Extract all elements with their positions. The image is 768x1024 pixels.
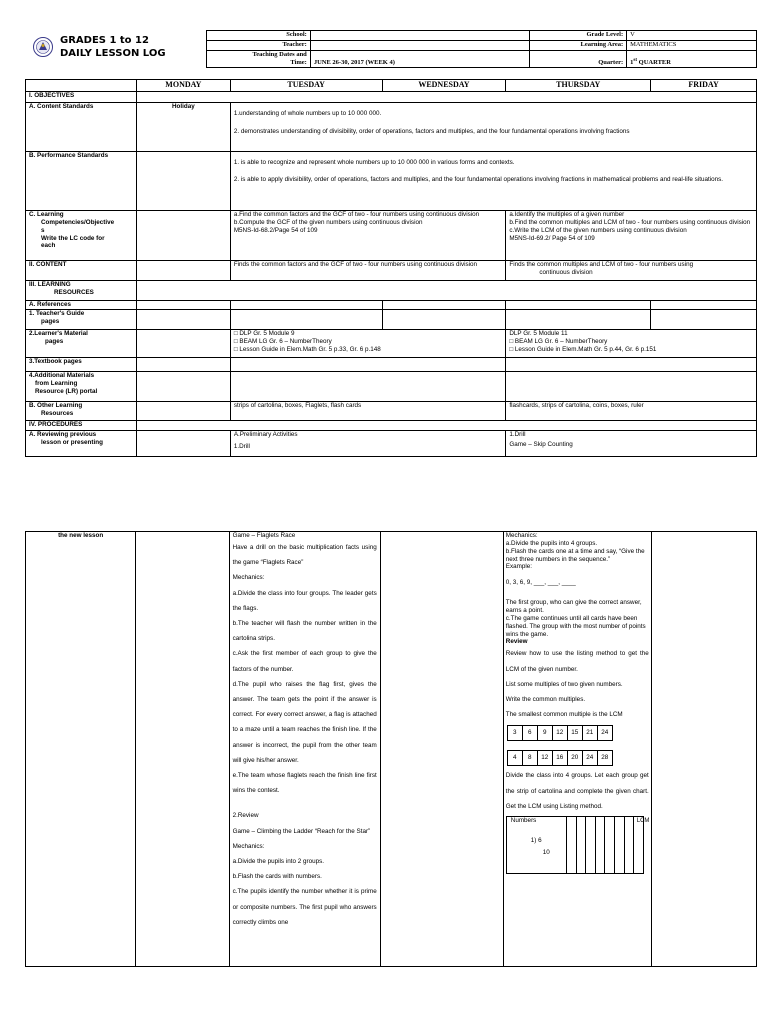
- learning-resources-label: [26, 281, 137, 301]
- objectives-label: I. OBJECTIVES: [26, 92, 137, 103]
- ref-tue: [230, 301, 382, 310]
- cont-wednesday: [380, 532, 503, 967]
- grid-cell: 24: [597, 726, 612, 741]
- title-line-2: DAILY LESSON LOG: [60, 48, 166, 59]
- day-thursday: THURSDAY: [506, 80, 651, 92]
- lcm-chart: [506, 816, 649, 876]
- grid-cell: 16: [552, 751, 567, 766]
- tue-act-0: Game – Flaglets Race: [232, 532, 296, 539]
- learning-area-value: MATHEMATICS: [627, 41, 757, 51]
- thu-lc-c: c.Write the LCM of the given numbers using continuous division: [509, 226, 687, 234]
- cont-friday: [651, 532, 756, 967]
- thu-rev-2b: Write the common multiples.: [505, 695, 586, 703]
- learners-material-label: [26, 330, 137, 358]
- tue-lm-3: □ Lesson Guide in Elem.Math Gr. 5 p.33, Gr. 6 p.148: [233, 345, 381, 353]
- chart-item-1: 1) 6: [530, 836, 542, 844]
- chart-col: [624, 816, 634, 873]
- thu-content-1: Finds the common multiples and LCM of two - four numbers using: [509, 261, 694, 268]
- teacher-label: Teacher:: [207, 41, 311, 51]
- grid-cell: 3: [507, 726, 522, 741]
- thu-act-0: Mechanics:: [505, 532, 538, 539]
- thu-review-block: [506, 646, 649, 722]
- monday-lc-empty: [136, 211, 230, 261]
- tb-mon: [136, 358, 230, 372]
- thu-act-1: a.Divide the pupils into 4 groups.: [505, 539, 598, 547]
- olr-label-2: Resources: [41, 409, 74, 417]
- grid-cell: 21: [582, 726, 597, 741]
- quarter-value: [627, 51, 757, 68]
- quarter-word: QUARTER: [637, 59, 671, 67]
- tue-lm-1: □ DLP Gr. 5 Module 9: [233, 330, 295, 337]
- grid-cell: 20: [567, 751, 582, 766]
- thursday-review: [506, 431, 757, 457]
- tue-lc-code: M5NS-Id-68.2/Page 54 of 109: [233, 226, 318, 234]
- performance-standard-2: 2. is able to apply divisibility, order of operations, factors and multiples, and the four fundamental operations involving fractions in mathematical problems and real-life situations.: [233, 175, 724, 183]
- day-monday: MONDAY: [136, 80, 230, 92]
- am-mon: [136, 372, 230, 402]
- tue-act-1: Have a drill on the basic multiplication facts using the game “Flaglets Race”: [232, 544, 377, 567]
- tb-tue: [230, 358, 506, 372]
- am-thu: [506, 372, 757, 402]
- lesson-log-continuation: [25, 531, 757, 967]
- lm-label-1: 2.Learner's Material: [29, 330, 88, 337]
- thu-lm-2: □ BEAM LG Gr. 6 – NumberTheory: [509, 337, 608, 345]
- procedures-empty: [136, 421, 756, 431]
- dates-label-line2: Time:: [290, 59, 307, 67]
- dates-label-line1: Teaching Dates and: [252, 51, 307, 58]
- tue-act-6: d.The pupil who raises the flag first, gives the answer. The team gets the point if the answer is correct. For every correct answer, a flag is attached to a maze until a team reaches the finish line. If the answer is incorrect, the pupil from the other team will give his/her answer.: [232, 680, 377, 764]
- lesson-log-table: [25, 79, 757, 457]
- chart-col: [595, 816, 605, 873]
- tg-thu: [506, 310, 651, 330]
- tg-label-1: 1. Teacher's Guide: [29, 310, 85, 317]
- thu-act-3: Example:: [505, 563, 533, 571]
- grid-cell: 6: [522, 726, 537, 741]
- header-info-table: [206, 30, 757, 68]
- teachers-guide-label: [26, 310, 137, 330]
- other-learning-resources-label: [26, 402, 137, 421]
- tue-act-8: 2.Review: [232, 812, 259, 820]
- references-label: A. References: [26, 301, 137, 310]
- lc-label-4: Write the LC code for: [41, 234, 105, 242]
- chart-col: [605, 816, 615, 873]
- olr-mon: [136, 402, 230, 421]
- rev-label-2: lesson or presenting: [41, 438, 103, 446]
- monday-content-empty: [136, 261, 230, 281]
- grid-cell: 24: [582, 751, 597, 766]
- tg-fri: [651, 310, 757, 330]
- lcm-chart-table: [506, 816, 644, 874]
- am-label-1: 4.Additional Materials: [29, 372, 95, 379]
- thu-rev-0: Review how to use the listing method to get the LCM of the given number.: [505, 650, 649, 673]
- tue-rev-1: A.Preliminary Activities: [233, 431, 298, 438]
- thu-review-label: Review: [505, 638, 528, 646]
- chart-col: [576, 816, 586, 873]
- monday-holiday: Holiday: [136, 103, 230, 152]
- thu-lc-b: b.Find the common multiples and LCM of two - four numbers using continuous division: [509, 218, 751, 226]
- lr-label-1: III. LEARNING: [29, 281, 71, 288]
- tue-act-12: b.Flash the cards with numbers.: [232, 873, 322, 881]
- am-label-2: from Learning: [35, 379, 78, 387]
- teaching-dates-value: JUNE 26-30, 2017 (WEEK 4): [310, 51, 530, 68]
- thu-rev-2: Game – Skip Counting: [509, 440, 573, 448]
- additional-materials-label: [26, 372, 137, 402]
- school-label: School:: [207, 31, 311, 41]
- procedures-label: IV. PROCEDURES: [26, 421, 137, 431]
- day-wednesday: WEDNESDAY: [382, 80, 506, 92]
- performance-standard-1: 1. is able to recognize and represent whole numbers up to 10 000 000 in various forms and contexts.: [233, 159, 515, 166]
- grid-cell: 9: [537, 726, 552, 741]
- ref-mon: [136, 301, 230, 310]
- tg-mon: [136, 310, 230, 330]
- tue-lc-a: a.Find the common factors and the GCF of two - four numbers using continuous division: [233, 211, 480, 218]
- content-standard-2: 2. demonstrates understanding of divisibility, order of operations, factors and multiples, and the four fundamental operations involving fractions: [233, 127, 630, 135]
- lm-mon: [136, 330, 230, 358]
- tg-wed: [382, 310, 506, 330]
- tuesday-other-resources: strips of cartolina, boxes, Flaglets, flash cards: [230, 402, 506, 421]
- grid-cell: 12: [537, 751, 552, 766]
- corner-cell: [26, 80, 137, 92]
- ref-fri: [651, 301, 757, 310]
- tg-label-2: pages: [41, 317, 60, 325]
- thu-lm-1: DLP Gr. 5 Module 11: [509, 330, 568, 337]
- cont-monday: [136, 532, 229, 967]
- tue-lc-b: b.Compute the GCF of the given numbers using continuous division: [233, 218, 423, 226]
- thu-content-2: continuous division: [539, 268, 593, 276]
- chart-lcm-label: LCM: [636, 817, 650, 824]
- grid-cell: 4: [507, 751, 522, 766]
- thu-lc-a: a.Identify the multiples of a given number: [509, 211, 625, 218]
- day-friday: FRIDAY: [651, 80, 757, 92]
- tue-act-10: Mechanics:: [232, 842, 265, 850]
- grid-cell: 15: [567, 726, 582, 741]
- grid-cell: 12: [552, 726, 567, 741]
- chart-numbers-header: [506, 816, 567, 873]
- reviewing-previous-label: [26, 431, 137, 457]
- tue-act-4: b.The teacher will flash the number written in the cartolina strips.: [232, 620, 377, 643]
- rev-mon: [136, 431, 230, 457]
- ref-thu: [506, 301, 651, 310]
- tue-act-5: c.Ask the first member of each group to give the factors of the number.: [232, 650, 377, 673]
- am-tue: [230, 372, 506, 402]
- thu-sequence: 0, 3, 6, 9, ___, ___, ____: [505, 579, 576, 587]
- tue-act-11: a.Divide the pupils into 2 groups.: [232, 858, 324, 866]
- grade-level-label: Grade Level:: [530, 31, 627, 41]
- chart-col: [586, 816, 596, 873]
- thu-rev-1: 1.Drill: [509, 431, 526, 438]
- thu-rev-3: The smallest common multiple is the LCM: [505, 711, 623, 719]
- content-standards-label: A. Content Standards: [26, 103, 137, 152]
- content-label: II. CONTENT: [26, 261, 137, 281]
- chart-numbers-label: Numbers: [510, 816, 537, 824]
- tuesday-competencies: [230, 211, 506, 261]
- tue-act-2: Mechanics:: [232, 574, 265, 582]
- thu-lc-code: M5NS-Id-69.2/ Page 54 of 109: [509, 234, 595, 242]
- textbook-pages-label: 3.Textbook pages: [26, 358, 137, 372]
- new-lesson-label: the new lesson: [26, 532, 136, 967]
- thu-act-2: b.Flash the cards one at a time and say, “Give the next three numbers in the sequence.”: [505, 547, 645, 563]
- chart-col: [567, 816, 577, 873]
- thu-rev-1: List some multiples of two given numbers.: [505, 680, 623, 688]
- grid-cell: 28: [597, 751, 612, 766]
- lr-empty: [136, 281, 756, 301]
- teacher-value: [310, 41, 530, 51]
- thursday-other-resources: flashcards, strips of cartolina, coins, boxes, ruler: [506, 402, 757, 421]
- tb-thu: [506, 358, 757, 372]
- lm-label-2: pages: [45, 337, 64, 345]
- title-line-1: GRADES 1 to 12: [60, 35, 149, 46]
- olr-label-1: B. Other Learning: [29, 402, 83, 409]
- tue-lm-2: □ BEAM LG Gr. 6 – NumberTheory: [233, 337, 332, 345]
- grid-cell: 8: [522, 751, 537, 766]
- ref-wed: [382, 301, 506, 310]
- tg-tue: [230, 310, 382, 330]
- chart-col: [615, 816, 625, 873]
- thu-lm-3: □ Lesson Guide in Elem.Math Gr. 5 p.44, Gr. 6 p.151: [509, 345, 657, 353]
- grade-level-value: V: [627, 31, 757, 41]
- lc-label-2: Competencies/Objective: [41, 218, 115, 226]
- thursday-competencies: [506, 211, 757, 261]
- tue-act-9: Game – Climbing the Ladder “Reach for the Star”: [232, 827, 371, 835]
- deped-seal-logo: [33, 33, 53, 61]
- tue-act-13: c.The pupils identify the number whether it is prime or composite numbers. The first pupil who answers correctly climbs one: [232, 888, 377, 926]
- thursday-content: [506, 261, 757, 281]
- thu-activity: Divide the class into 4 groups. Let each group get the strip of cartolina and complete the given chart. Get the LCM using Listing method.: [505, 772, 649, 810]
- teaching-dates-label: [207, 51, 311, 68]
- tuesday-activities: [229, 532, 380, 967]
- tuesday-learners-material: [230, 330, 506, 358]
- quarter-label: Quarter:: [530, 51, 627, 68]
- tuesday-content: Finds the common factors and the GCF of two - four numbers using continuous division: [230, 261, 506, 281]
- chart-item-2: 10: [542, 848, 550, 856]
- lc-label-3: s: [41, 226, 45, 234]
- day-tuesday: TUESDAY: [230, 80, 382, 92]
- rev-label-1: A. Reviewing previous: [29, 431, 97, 438]
- am-label-3: Resource (LR) portal: [35, 387, 98, 395]
- tue-rev-2: 1.Drill: [233, 442, 250, 450]
- performance-standards-label: B. Performance Standards: [26, 152, 137, 211]
- multiples-grid: [507, 725, 613, 766]
- thursday-learners-material: [506, 330, 757, 358]
- school-value: [310, 31, 530, 41]
- document-title: [60, 34, 166, 60]
- thu-mid-1: c.The game continues until all cards have been flashed. The group with the most number of points wins the game.: [505, 614, 646, 638]
- lc-label-1: C. Learning: [29, 211, 64, 218]
- performance-standards-text: [230, 152, 756, 211]
- thu-mid-0: The first group, who can give the correct answer, earns a point.: [505, 599, 642, 615]
- learning-area-label: Learning Area:: [530, 41, 627, 51]
- quarter-sup: st: [633, 57, 638, 63]
- objectives-empty: [136, 92, 756, 103]
- lr-label-2: RESOURCES: [54, 288, 94, 296]
- content-standard-1: 1.understanding of whole numbers up to 10 000 000.: [233, 110, 382, 117]
- monday-ps-empty: [136, 152, 230, 211]
- tue-act-3: a.Divide the class into four groups. The leader gets the flags.: [232, 589, 377, 612]
- quarter-num: 1: [630, 59, 634, 67]
- learning-competencies-label: [26, 211, 137, 261]
- thursday-activities: [503, 532, 651, 967]
- tue-act-7: e.The team whose flaglets reach the finish line first wins the contest.: [232, 772, 377, 795]
- tuesday-review: [230, 431, 506, 457]
- lc-label-5: each: [41, 242, 56, 250]
- content-standards-text: [230, 103, 756, 152]
- grid-gap: [507, 741, 612, 751]
